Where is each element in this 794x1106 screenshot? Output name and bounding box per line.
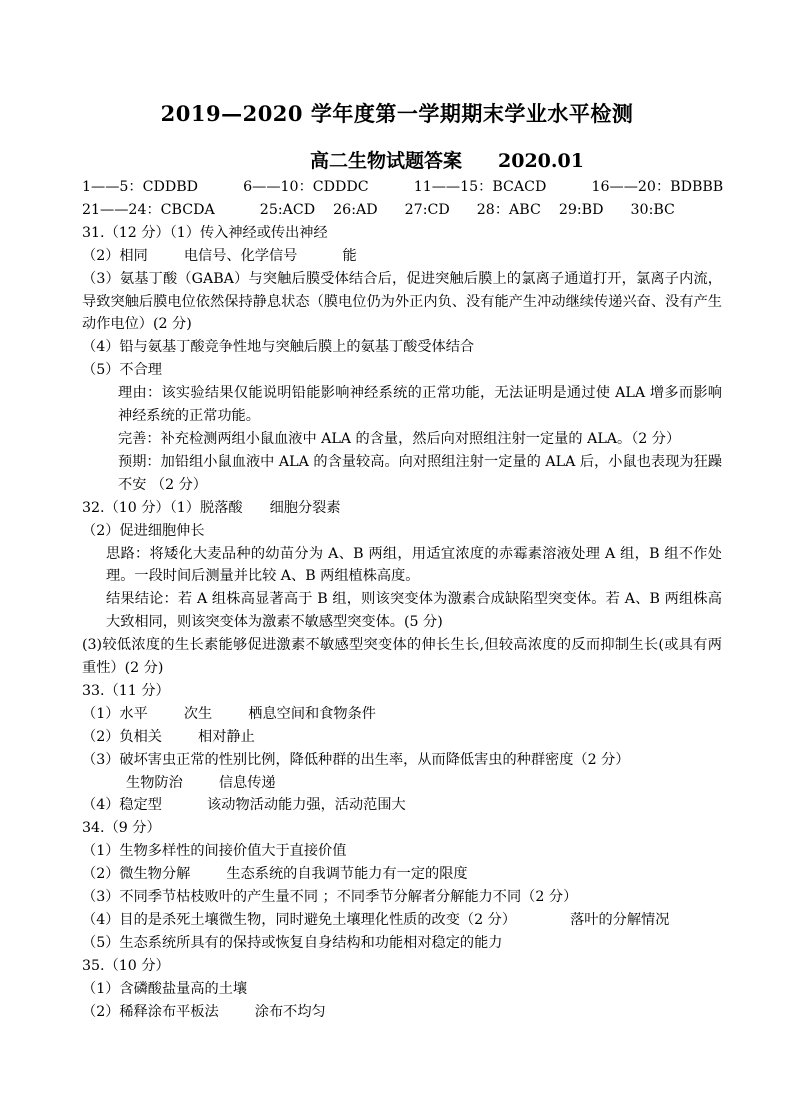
- q31-part4: （4）铅与氨基丁酸竞争性地与突触后膜上的氨基丁酸受体结合: [82, 339, 475, 356]
- q34-part5: （5）生态系统所具有的保持或恢复自身结构和功能相对稳定的能力: [82, 934, 503, 951]
- q33-part3-extra: 生物防治 信息传递: [126, 774, 276, 791]
- q35-header: 35.（10 分）: [82, 957, 170, 974]
- subtitle-text: 高二生物试题答案: [310, 150, 463, 172]
- q31-improvement: 完善：补充检测两组小鼠血液中 ALA 的含量，然后向对照组注射一定量的 ALA。（2 分）: [118, 430, 681, 447]
- q32-part3: (3)较低浓度的生长素能够促进激素不敏感型突变体的伸长生长,但较高浓度的反而抑制生长(或具有两重性）(2 分): [82, 637, 722, 677]
- q34-part3: （3）不同季节枯枝败叶的产生量不同 ；不同季节分解者分解能力不同（2 分）: [82, 889, 578, 906]
- q34-part2: （2）微生物分解 生态系统的自我调节能力有一定的限度: [82, 866, 468, 883]
- answer-content: [82, 176, 722, 1024]
- q32-conclusion: 结果结论：若 A 组株高显著高于 B 组，则该突变体为激素合成缺陷型突变体。若 A、B 两组株高大致相同，则该突变体为激素不敏感型突变体。(5 分): [106, 591, 722, 631]
- document-date: 2020.01: [498, 150, 584, 172]
- q31-part3: （3）氨基丁酸（GABA）与突触后膜受体结合后，促进突触后膜上的氯离子通道打开，氯离子内流，导致突触后膜电位依然保持静息状态（膜电位仍为外正内负、没有能产生冲动继续传递兴奋、没有产生动作电位）(2 分): [82, 270, 722, 333]
- q33-part1: （1）水平 次生 栖息空间和食物条件: [82, 705, 376, 722]
- document-subtitle: [310, 146, 584, 173]
- q35-part1: （1）含磷酸盐量高的土壤: [82, 980, 248, 997]
- choice-answers-row-1: 1——5：CDDBD 6——10：CDDDC 11——15：BCACD 16——20：BDBBB: [82, 179, 724, 195]
- q33-header: 33.（11 分）: [82, 682, 170, 699]
- q32-part2: （2）促进细胞伸长: [82, 522, 205, 539]
- q31-part5: （5）不合理: [82, 362, 162, 379]
- q32-part1: 32.（10 分）（1）脱落酸 细胞分裂素: [82, 499, 341, 516]
- q34-header: 34.（9 分）: [82, 820, 161, 837]
- q31-reason: 理由：该实验结果仅能说明铅能影响神经系统的正常功能，无法证明是通过使 ALA 增多而影响神经系统的正常功能。: [118, 385, 722, 425]
- q32-approach: 思路：将矮化大麦品种的幼苗分为 A、B 两组，用适宜浓度的赤霉素溶液处理 A 组，B 组不作处理。一段时间后测量并比较 A、B 两组植株高度。: [106, 545, 722, 585]
- q31-part2: （2）相同 电信号、化学信号 能: [82, 247, 357, 264]
- q33-part4: （4）稳定型 该动物活动能力强，活动范围大: [82, 797, 406, 814]
- q31-part1: 31.（12 分）（1）传入神经或传出神经: [82, 224, 328, 241]
- choice-answers-row-2: 21——24：CBCDA 25:ACD 26:AD 27:CD 28：ABC 29:BD 30:BC: [82, 201, 675, 218]
- q34-part4: （4）目的是杀死土壤微生物，同时避免土壤理化性质的改变（2 分） 落叶的分解情况: [82, 912, 670, 928]
- q35-part2: （2）稀释涂布平板法 涂布不均匀: [82, 1003, 326, 1020]
- q31-expectation: 预期：加铅组小鼠血液中 ALA 的含量较高。向对照组注射一定量的 ALA 后，小鼠也表现为狂躁不安 （2 分）: [118, 453, 722, 493]
- document-title: 2019—2020 学年度第一学期期末学业水平检测: [160, 101, 634, 126]
- q33-part3: （3）破坏害虫正常的性别比例，降低种群的出生率，从而降低害虫的种群密度（2 分）: [82, 751, 630, 768]
- q33-part2: （2）负相关 相对静止: [82, 728, 255, 745]
- q34-part1: （1）生物多样性的间接价值大于直接价值: [82, 843, 347, 860]
